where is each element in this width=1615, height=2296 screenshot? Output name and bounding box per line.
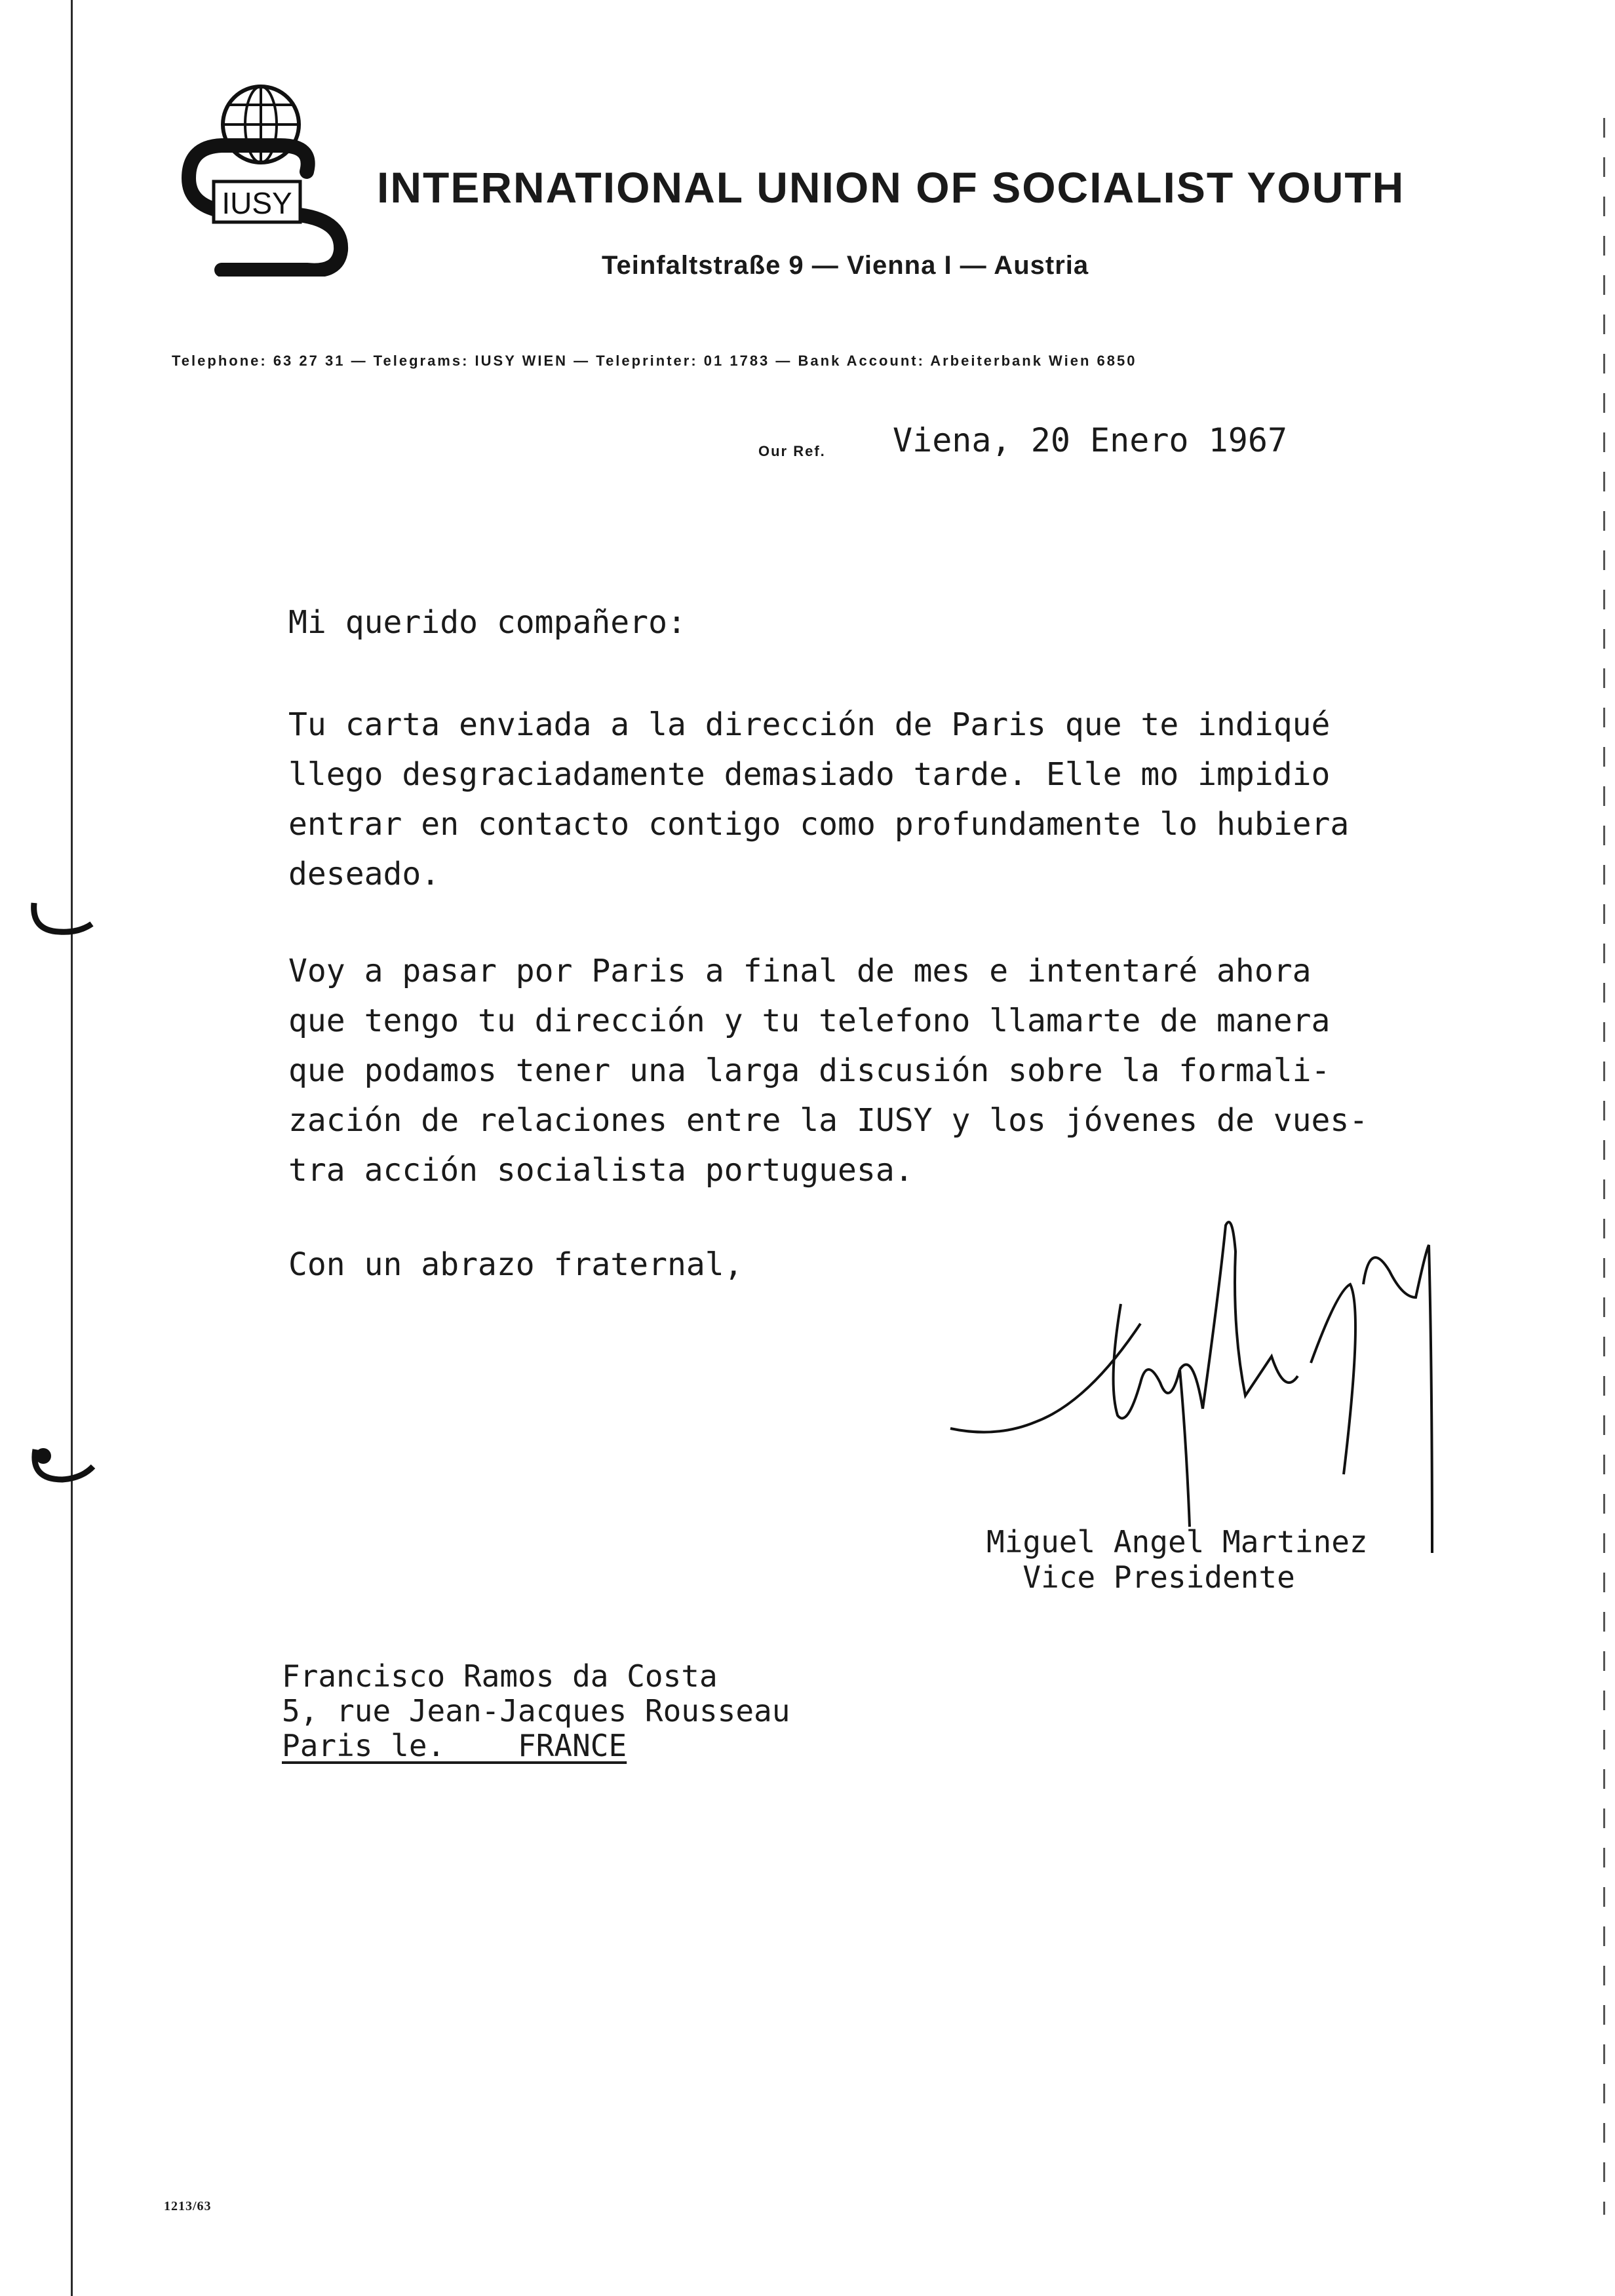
paragraph-1: Tu carta enviada a la dirección de Paris que te indiqué llego desgraciadamente demasiado tarde. Elle mo impidio entrar en contacto contigo como profundamente lo hubiera deseado. <box>288 706 1350 892</box>
recipient-street: 5, rue Jean-Jacques Rousseau <box>282 1693 790 1729</box>
globe-logo-icon <box>176 73 359 277</box>
letter-date: Viena, 20 Enero 1967 <box>893 421 1288 459</box>
punch-hole-mark-lower <box>26 1442 98 1494</box>
signer-block <box>986 1524 1368 1595</box>
organization-name: INTERNATIONAL UNION OF SOCIALIST YOUTH <box>377 163 1405 212</box>
recipient-name: Francisco Ramos da Costa <box>282 1658 718 1694</box>
paragraph-2: Voy a pasar por Paris a final de mes e intentaré ahora que tengo tu dirección y tu telefono llamarte de manera que podamos tener una larga discusión sobre la formali- zación de relaciones entre la IUSY y los jóvenes de vues- tra acción socialista portuguesa. <box>288 953 1369 1189</box>
contact-line: Telephone: 63 27 31 — Telegrams: IUSY WIEN — Teleprinter: 01 1783 — Bank Account: Arbeiterbank Wien 6850 <box>172 353 1137 369</box>
signer-title: Vice Presidente <box>1022 1559 1295 1595</box>
page-left-border <box>71 0 73 2296</box>
page-right-edge <box>1603 118 1605 2215</box>
closing: Con un abrazo fraternal, <box>288 1246 743 1283</box>
footer-code: 1213/63 <box>164 2199 212 2213</box>
recipient-city: Paris le. FRANCE <box>282 1728 627 1763</box>
signer-name: Miguel Angel Martinez <box>986 1524 1368 1559</box>
salutation: Mi querido compañero: <box>288 604 686 641</box>
punch-hole-mark-upper <box>26 898 98 944</box>
iusy-logo <box>176 73 359 279</box>
organization-address: Teinfaltstraße 9 — Vienna I — Austria <box>602 251 1089 280</box>
recipient-address <box>282 1659 790 1763</box>
our-ref-label: Our Ref. <box>758 443 826 459</box>
logo-text: IUSY <box>222 186 292 220</box>
